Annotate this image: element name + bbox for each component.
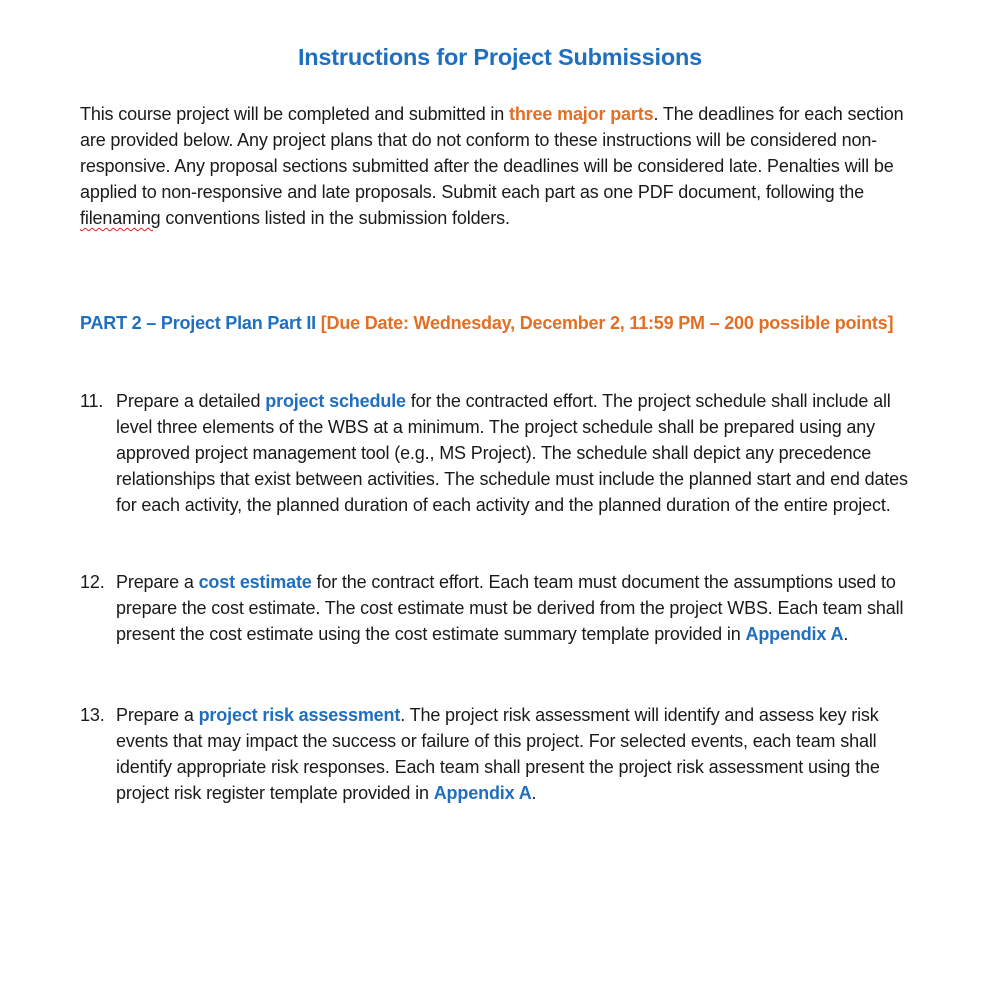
list-item-11 bbox=[80, 388, 930, 518]
list-item-text bbox=[116, 569, 930, 647]
page-title: Instructions for Project Submissions bbox=[297, 44, 703, 70]
item-keyword: project schedule bbox=[265, 391, 406, 411]
item-text-end: for the contracted effort. The project schedule shall include all level three elements of the WBS at a minimum. The project schedule shall be prepared using any approved project management tool (e.g., MS Project). The schedule shall depict any precedence relationships that exist between activities. The schedule must include the planned start and end dates for each activity, the planned duration of each activity and the planned duration of the entire project. bbox=[116, 391, 908, 515]
list-item-12 bbox=[80, 569, 930, 647]
spelling-error-word[interactable]: filenaming bbox=[80, 208, 161, 228]
item-text-middle: for the contract effort. Each team must document the assumptions used to prepare the cost estimate. The cost estimate must be derived from the project WBS. Each team shall present the cost estimate using the cost estimate summary template provided in bbox=[116, 572, 904, 644]
item-keyword: cost estimate bbox=[198, 572, 312, 592]
part-due-date: [Due Date: Wednesday, December 2, 11:59 PM – 200 possible points] bbox=[320, 313, 894, 333]
item-text-start: Prepare a bbox=[116, 572, 199, 592]
intro-paragraph bbox=[80, 101, 930, 231]
appendix-reference: Appendix A bbox=[745, 624, 844, 644]
intro-text-end: conventions listed in the submission folders. bbox=[160, 208, 510, 228]
part-label: PART 2 – Project Plan Part II bbox=[80, 313, 321, 333]
list-item-number: 11. bbox=[80, 391, 104, 411]
item-text-middle: . The project risk assessment will identify and assess key risk events that may impact the success or failure of this project. For selected events, each team shall identify appropriate risk responses. Each team shall present the project risk assessment using the project risk register template provided in bbox=[116, 705, 880, 803]
part-heading bbox=[80, 310, 930, 336]
list-item-number: 12. bbox=[80, 572, 105, 592]
item-keyword: project risk assessment bbox=[198, 705, 401, 725]
list-item-13 bbox=[80, 702, 930, 806]
list-item-text bbox=[116, 702, 930, 806]
list-item-text bbox=[116, 388, 930, 518]
item-text-start: Prepare a detailed bbox=[116, 391, 266, 411]
item-text-end: . bbox=[531, 783, 537, 803]
appendix-reference: Appendix A bbox=[433, 783, 532, 803]
item-text-start: Prepare a bbox=[116, 705, 199, 725]
intro-text-start: This course project will be completed and submitted in bbox=[80, 104, 509, 124]
list-item-number: 13. bbox=[80, 705, 105, 725]
intro-highlight: three major parts bbox=[508, 104, 654, 124]
item-text-end: . bbox=[843, 624, 849, 644]
intro-text-middle: . The deadlines for each section are provided below. Any project plans that do not conform to these instructions will be considered non-responsive. Any proposal sections submitted after the deadlines will be considered late. Penalties will be applied to non-responsive and late proposals. Submit each part as one PDF document, following the bbox=[80, 104, 904, 202]
